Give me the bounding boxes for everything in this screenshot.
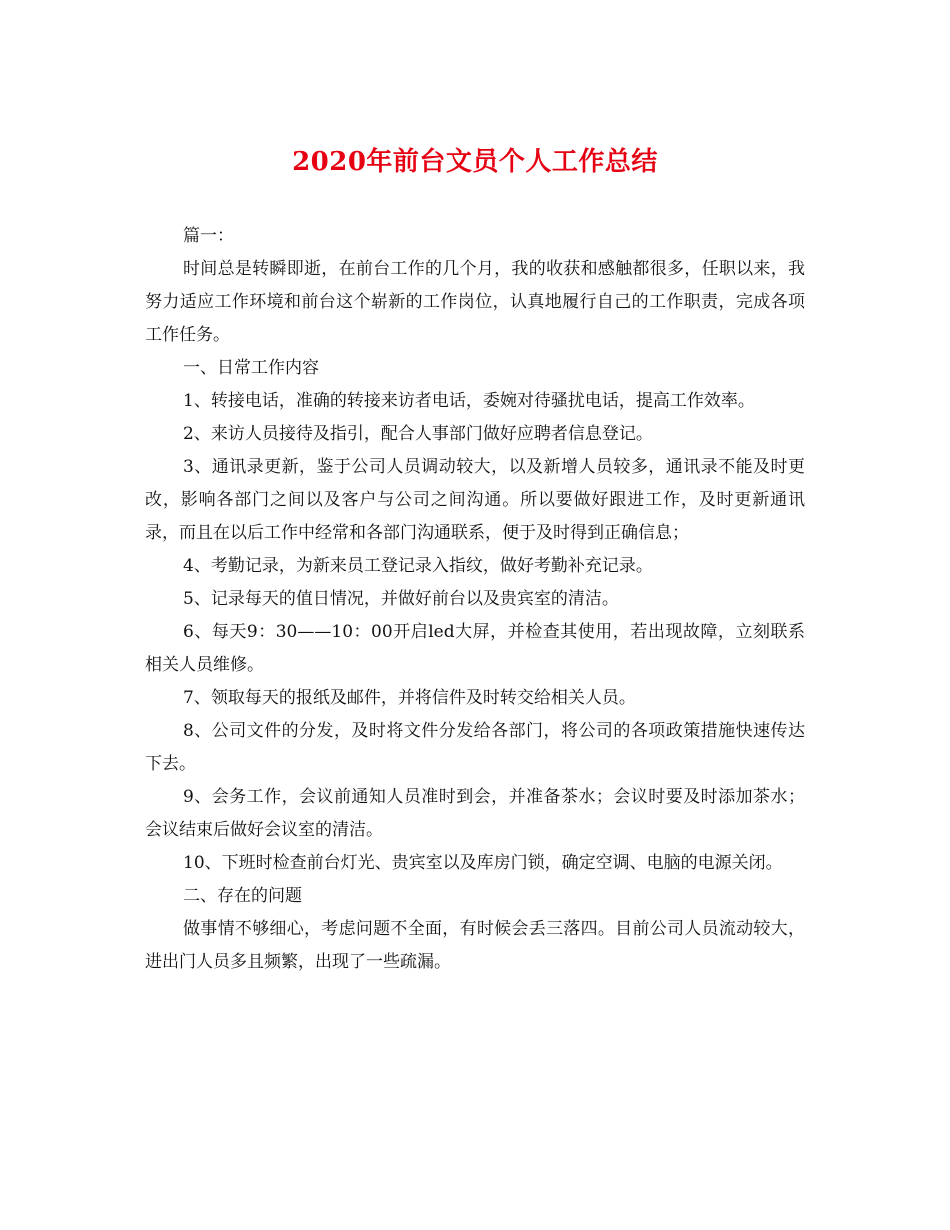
list-item: 6、每天9：30——10：00开启led大屏，并检查其使用，若出现故障，立刻联系相关人员维修。 (145, 622, 805, 675)
list-item: 5、记录每天的值日情况，并做好前台以及贵宾室的清洁。 (183, 589, 619, 609)
paragraph-problems: 做事情不够细心，考虑问题不全面，有时候会丢三落四。目前公司人员流动较大，进出门人员多且频繁，出现了一些疏漏。 (145, 919, 805, 972)
paragraph-intro: 时间总是转瞬即逝，在前台工作的几个月，我的收获和感触都很多，任职以来，我努力适应工作环境和前台这个崭新的工作岗位，认真地履行自己的工作职责，完成各项工作任务。 (145, 259, 805, 345)
document-body (145, 220, 805, 979)
list-item: 10、下班时检查前台灯光、贵宾室以及库房门锁，确定空调、电脑的电源关闭。 (183, 853, 783, 873)
list-item: 8、公司文件的分发，及时将文件分发给各部门，将公司的各项政策措施快速传达下去。 (145, 721, 805, 774)
list-item: 2、来访人员接待及指引，配合人事部门做好应聘者信息登记。 (183, 424, 653, 444)
list-item: 7、领取每天的报纸及邮件，并将信件及时转交给相关人员。 (183, 688, 636, 708)
paragraph-section-label: 篇一： (183, 226, 234, 246)
list-item: 9、会务工作，会议前通知人员准时到会，并准备茶水；会议时要及时添加茶水；会议结束后做好会议室的清洁。 (145, 787, 805, 840)
list-item: 3、通讯录更新，鉴于公司人员调动较大，以及新增人员较多，通讯录不能及时更改，影响各部门之间以及客户与公司之间沟通。所以要做好跟进工作，及时更新通讯录，而且在以后工作中经常和各部门沟通联系，便于及时得到正确信息； (145, 457, 805, 543)
heading-daily-work: 一、日常工作内容 (183, 358, 319, 378)
list-item: 1、转接电话，准确的转接来访者电话，委婉对待骚扰电话，提高工作效率。 (183, 391, 755, 411)
heading-problems: 二、存在的问题 (183, 886, 302, 906)
document-title: 2020年前台文员个人工作总结 (292, 147, 658, 177)
list-item: 4、考勤记录，为新来员工登记录入指纹，做好考勤补充记录。 (183, 556, 653, 576)
